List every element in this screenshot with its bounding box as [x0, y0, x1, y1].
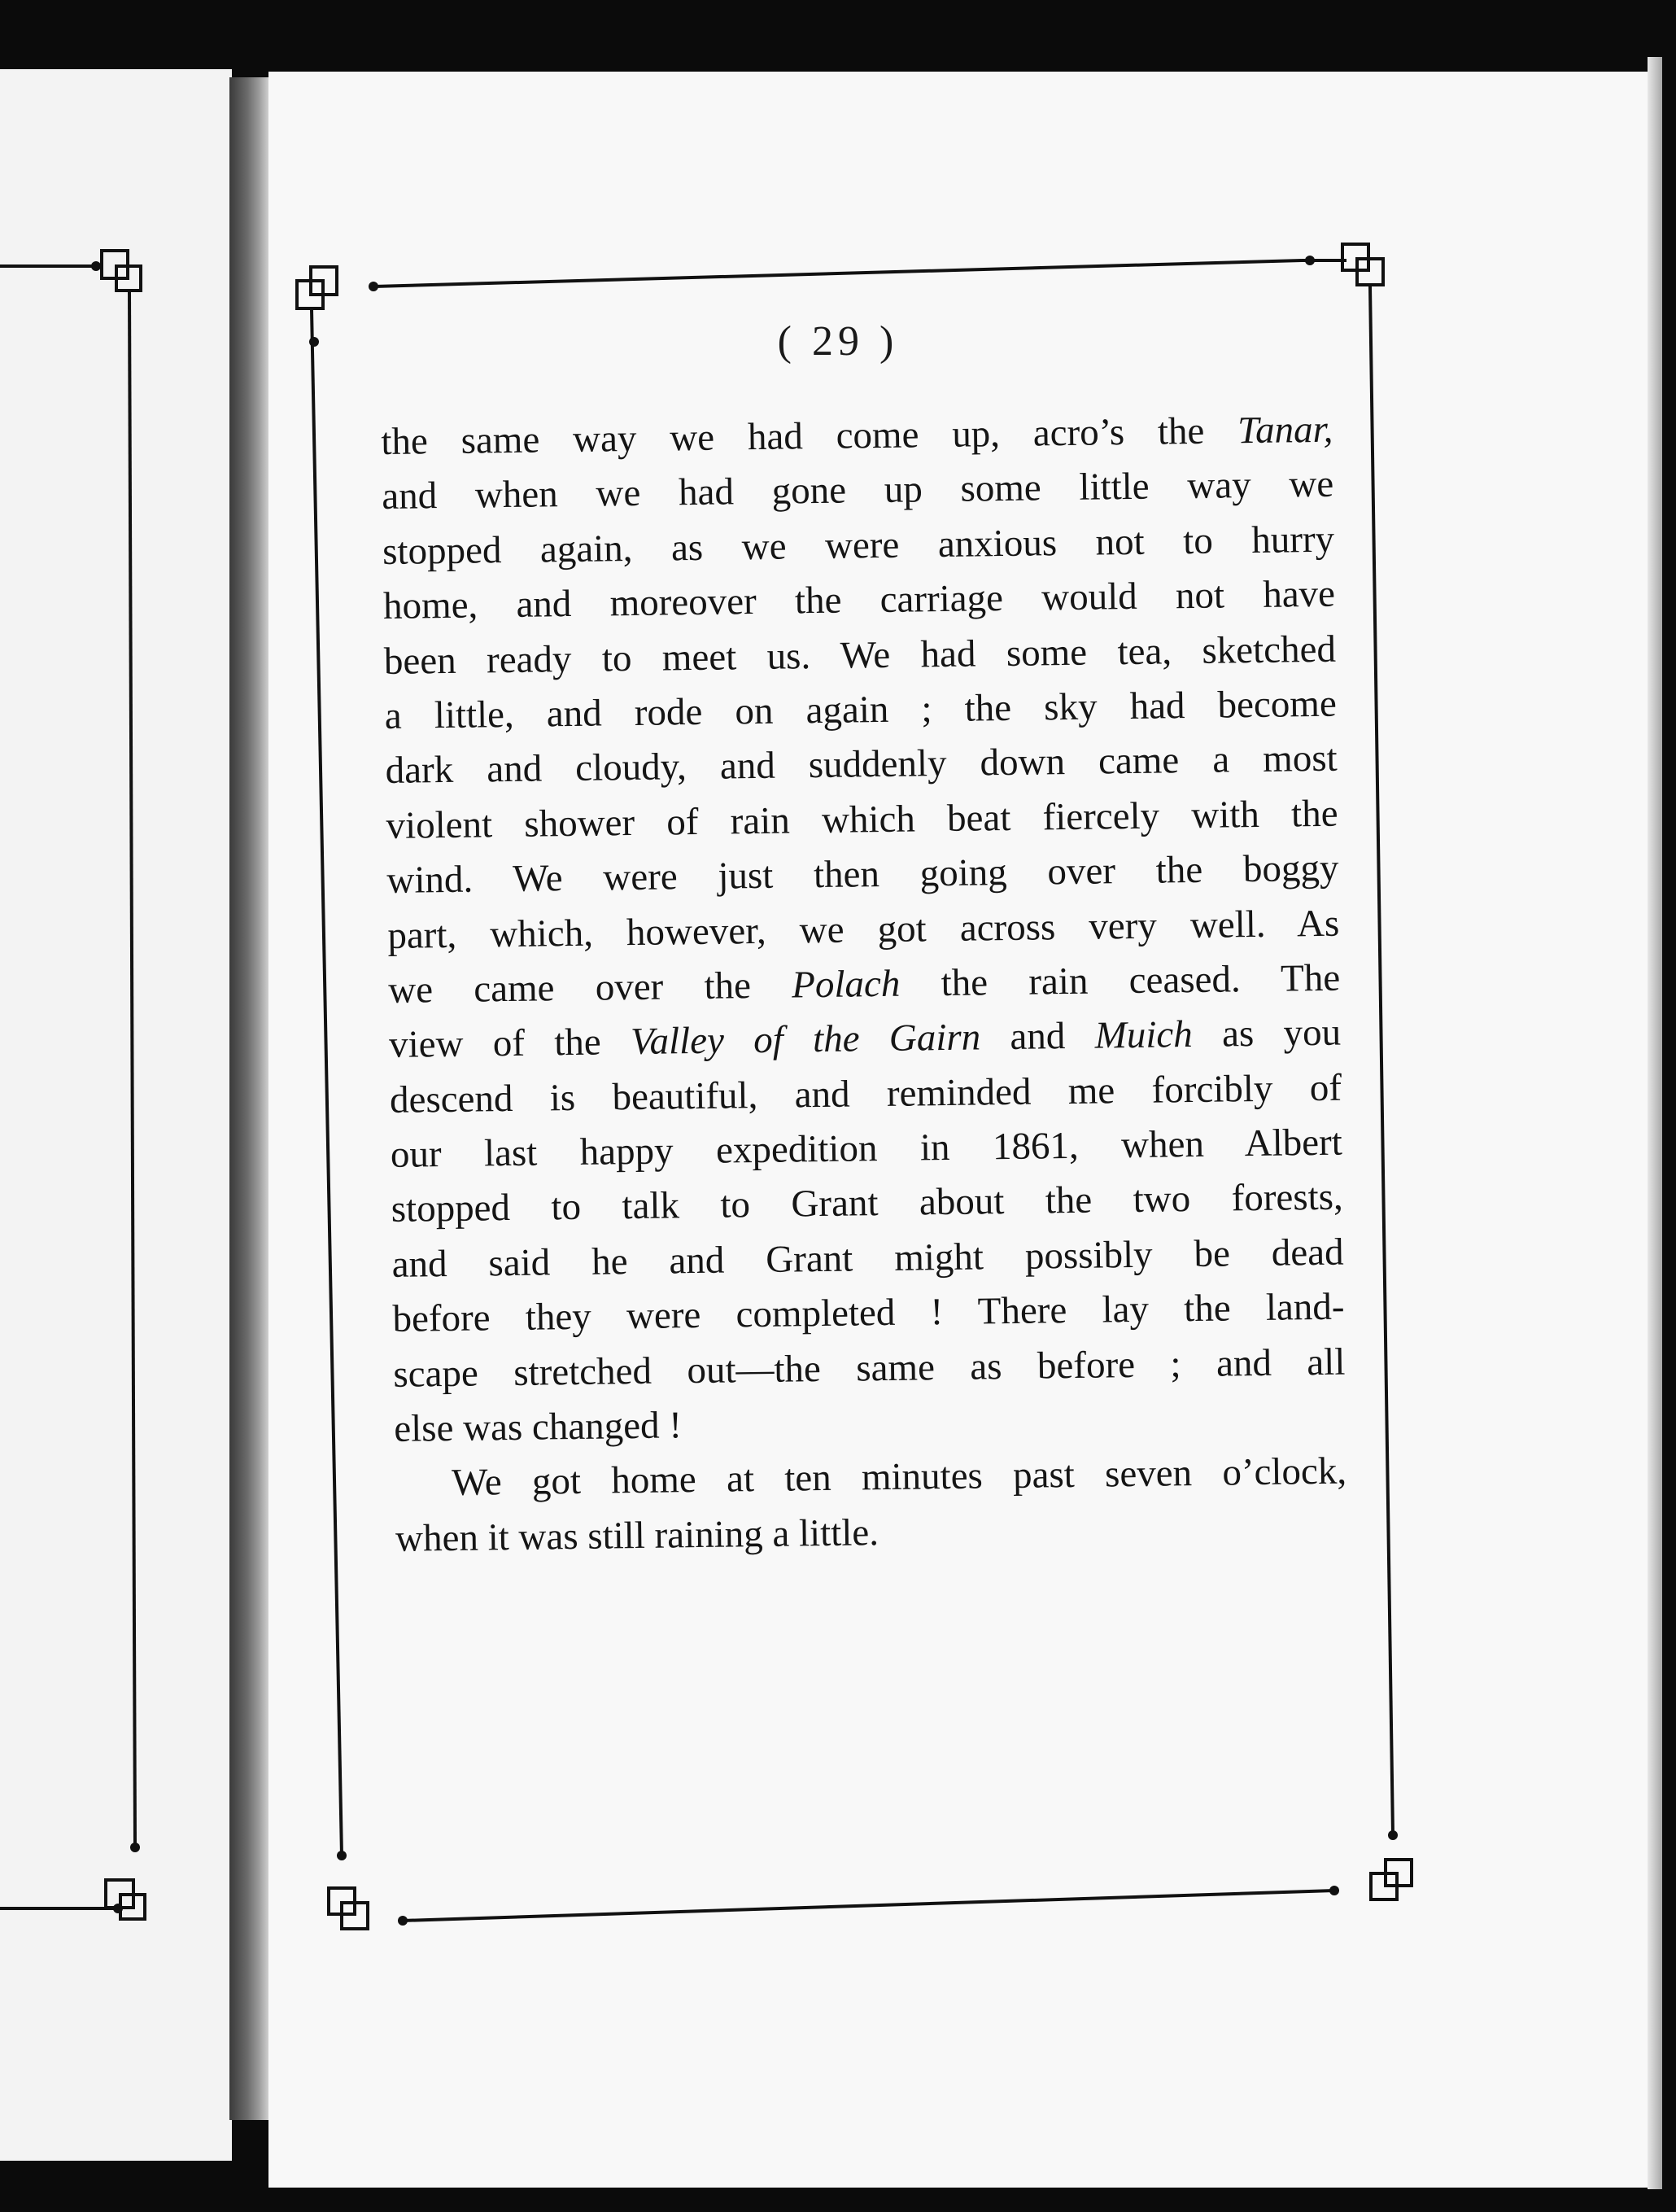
text-line: been ready to meet us. We had some tea, sketched — [383, 627, 1337, 683]
text-line: violent shower of rain which beat fiercely with the — [386, 792, 1338, 847]
text-line: before they were completed ! There lay the land- — [392, 1285, 1345, 1341]
text-line: a little, and rode on again ; the sky had become — [384, 682, 1338, 737]
text-line: we came over the Polach the rain ceased. The — [387, 956, 1341, 1012]
text-line: and when we had gone up some little way we — [381, 463, 1334, 518]
text-line: We got home at ten minutes past seven o’clock, — [451, 1449, 1347, 1505]
text-line: part, which, however, we got across very well. As — [387, 902, 1340, 957]
text-line: scape stretched out—the same as before ; and all — [393, 1340, 1346, 1396]
page-number: ( 29 ) — [777, 318, 899, 365]
body-text — [381, 403, 1347, 1567]
text-line: dark and cloudy, and suddenly down came a most — [385, 737, 1338, 793]
text-line: and said he and Grant might possibly be dead — [391, 1231, 1344, 1286]
text-line: else was changed ! — [393, 1404, 683, 1450]
text-line: our last happy expedition in 1861, when Albert — [390, 1121, 1343, 1176]
text-line: home, and moreover the carriage would not have — [382, 572, 1336, 628]
text-line: view of the Valley of the Gairn and Muich as you — [388, 1011, 1342, 1067]
text-line: the same way we had come up, acro’s the Tanar, — [381, 408, 1333, 463]
text-line: stopped to talk to Grant about the two forests, — [391, 1176, 1344, 1231]
text-line: when it was still raining a little. — [395, 1510, 879, 1560]
text-line: descend is beautiful, and reminded me forcibly of — [389, 1066, 1342, 1121]
text-line: wind. We were just then going over the boggy — [386, 846, 1339, 903]
text-line: stopped again, as we were anxious not to hurry — [382, 518, 1335, 573]
